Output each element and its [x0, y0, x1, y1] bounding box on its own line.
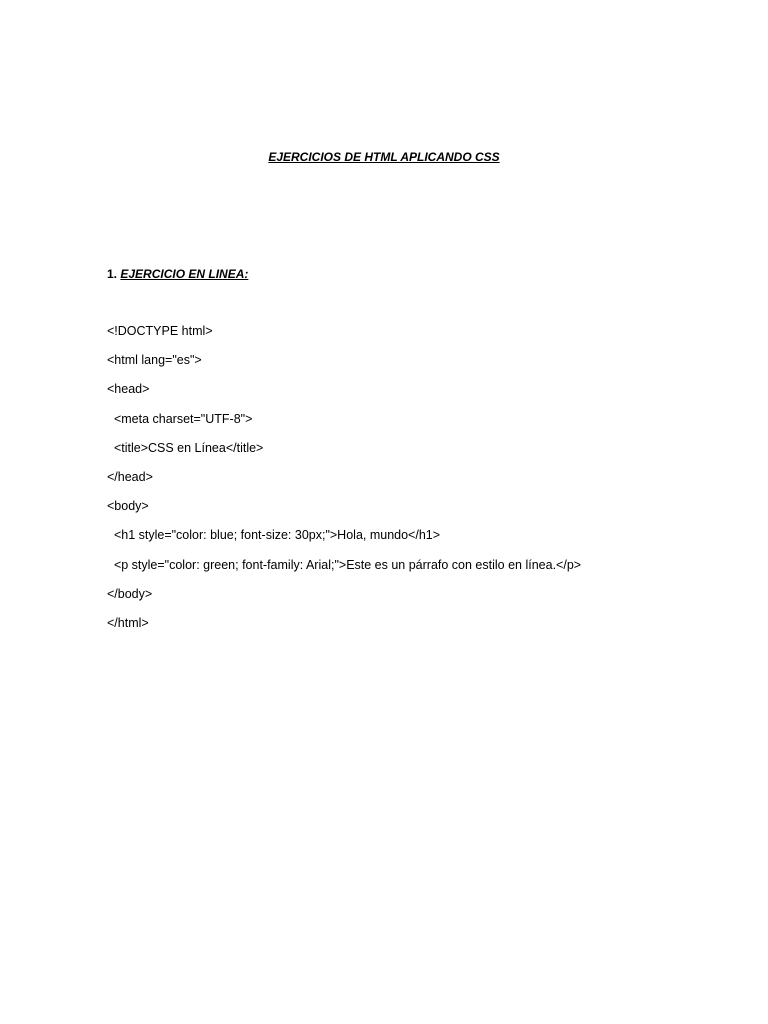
code-listing: [107, 323, 747, 644]
code-line: <h1 style="color: blue; font-size: 30px;">Hola, mundo</h1>: [107, 528, 441, 543]
code-line: <html lang="es">: [107, 353, 202, 368]
code-line: <head>: [107, 382, 150, 397]
section-heading: [107, 267, 248, 281]
code-line: </html>: [107, 615, 149, 630]
code-line: <meta charset="UTF-8">: [107, 411, 253, 426]
code-line: </head>: [107, 469, 153, 484]
code-line: <body>: [107, 499, 149, 514]
code-line: <title>CSS en Línea</title>: [107, 440, 264, 455]
code-line: <p style="color: green; font-family: Arial;">Este es un párrafo con estilo en línea.</p>: [107, 557, 582, 572]
section-label: EJERCICIO EN LINEA:: [120, 267, 249, 281]
section-number: 1.: [107, 267, 118, 281]
code-line: </body>: [107, 586, 153, 601]
document-title: EJERCICIOS DE HTML APLICANDO CSS: [268, 150, 500, 164]
code-line: <!DOCTYPE html>: [107, 324, 213, 338]
